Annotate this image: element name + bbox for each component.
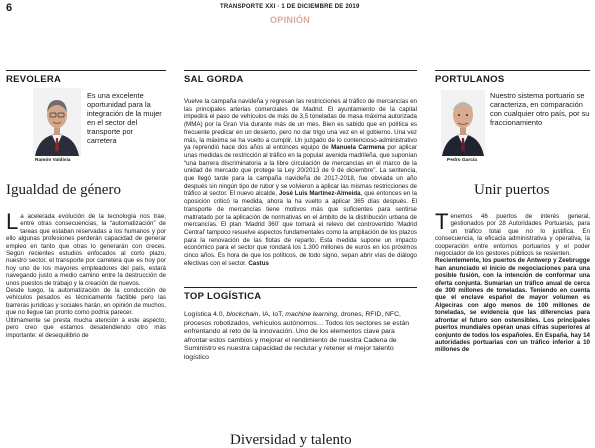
editorial-body — [184, 98, 417, 267]
article-paragraph: Últimamente se presta mucha atención a este aspecto, pero creo que estamos desatendiendo otro más importante: el desequilibrio de — [6, 316, 166, 339]
article-paragraph: Recientemente, los puertos de Antwerp y Zeebrugge han anunciado el inicio de negociaciones para una posible fusión, con la intención de conformar una oferta conjunta. Sumarían un tráfico anual de cerca de 300 millones de toneladas. Teniendo en cuenta que el enclave español de mayor volumen es Algeciras con algo menos de 100 millones de toneladas, se evidencia que las diferencias para afrontar el futuro son ostensibles. Los principales puertos mundiales operan unas cifras superiores al conjunto de todos los españoles. En España, hay 14 autoridades portuarias con un tráfico inferior a 10 millones de — [435, 257, 590, 354]
column-rule — [435, 70, 590, 71]
person-name: Manuela Carmena — [331, 144, 385, 152]
article-paragraph: Desde luego, la automatización de la conducción de vehículos pesados es técnicamente factible pero las barreras jurídicas y sociales harán, en opinión de muchos, que no llegue tan pronto como podría parecer. — [6, 287, 166, 317]
article-headline: Igualdad de género — [6, 182, 121, 198]
portrait-image — [441, 90, 485, 156]
column-rule — [184, 70, 417, 71]
pull-quote: Es una excelente oportunidad para la integración de la mujer en el sector del transporte por carretera — [87, 91, 162, 145]
author-caption: Pedro García — [447, 158, 477, 163]
article-body — [435, 209, 590, 354]
toplogistica-intro: Logística 4.0, blockchain, IA, IoT, machine learning, drones, RFID, NFC, procesos robotizados, vehículos autónomos… Todos los sectores se están enfrentando al reto de la innovación. Uno de los elementos clave para afrontar estos cambios y mejorar el rendimiento de nuestra Cadena de Suministro es nuestra capacidad de reclutar y retener el mejor talento logístico — [184, 311, 410, 361]
column-rule — [6, 70, 166, 71]
article-paragraph: enemos 46 puertos de interés general, gestionados por 28 Autoridades Portuarias, para un tráfico total que no lo justifica. En consecuencia, la eficacia administrativa y operativa, la cooperación entre entornos portuarios y el poder negociador de los gestores públicos se resienten. — [435, 213, 590, 258]
editorial-text: por aplicar unas medidas de restricción al tráfico en la popular avenida madrileña, que suponían “una barrera discriminatoria a la libre circulación de mercancías en el marco de la unidad de mercado que protege la Ley 20/2013 de 9 de diciembre”. La sentencia, que llegó tarde para la campaña navideña de 2017-2018, fue obviada un año después sin ningún tipo de rubor y se volvieron a aplicar las mismas restricciones de tráfico al sector. El nuevo alcalde, — [184, 144, 417, 198]
article-body — [6, 209, 166, 339]
section-label: OPINIÓN — [270, 15, 311, 25]
portulanos-title: PORTULANOS — [435, 74, 505, 85]
editorial-text: , que entonces en la oposición criticó la medida, ahora la ha vuelto a aplicar 365 días después. El transporte de mercancías tiene motivos más que suficientes para sentirse maltratado por la aplicación de normativas en el ámbito de la distribución urbana de mercancías. El plan ‘Madrid 360’ que tomará el relevo del controvertido ‘Madrid Central’ tampoco resuelve aspectos fundamentales como la ampliación de los plazos para la renovación de las flotas de reparto. Esta medida supone un impacto económico para el sector que rondará los 1.300 millones de euros en los próximos cinco años. Es hora de que los políticos, de todo signo, sepan abrir vías de diálogo efectivas con el sector. — [184, 190, 417, 267]
page-number: 6 — [6, 2, 13, 14]
article-paragraph: a acelerada evolución de la tecnología nos trae, entre otras consecuencias, la “automatización” de tareas que estaban reservadas a los humanos y por ello algunas profesiones perderán capacidad de generar empleo en tanto que otras lo generarán con creces. Según recientes estudios enfocados al corto plazo, nuestro sector, el transporte por carretera que es hoy por hoy uno de los mayores empleadores del país, estará navegando justo a medio camino entre la destrucción de unos puestos de trabajo y la creación de nuevos. — [6, 213, 166, 287]
salgorda-title: SAL GORDA — [184, 74, 244, 85]
masthead: TRANSPORTE XXI · 1 DE DICIEMBRE DE 2019 — [220, 4, 360, 10]
article-headline: Diversidad y talento — [230, 432, 352, 448]
drop-cap: L — [6, 209, 19, 234]
author-photo — [441, 90, 485, 156]
portrait-image — [33, 88, 81, 156]
drop-cap: T — [435, 209, 449, 234]
author-caption: Ramón Valdivia — [35, 158, 71, 163]
author-photo — [33, 88, 81, 156]
revolera-title: REVOLERA — [6, 74, 62, 85]
toplogistica-title: TOP LOGÍSTICA — [184, 291, 262, 302]
editorial-text: Vuelve la campaña navideña y regresan las restricciones al tráfico de mercancías en las principales arterias comerciales de Madrid. El ayuntamiento de la capital impedirá el paso de vehículos de más de 3,5 toneladas de masa máxima autorizada (MMA) por la Gran Vía durante más de un mes. Bien es sabido que en política es frecuente predicar en un desierto, pero no dar trigo una vez en el gobierno. Una vez más, la máxima se ha vuelto a cumplir. Un juzgado de lo contencioso-administrativo ya reprendió hace dos años al entonces equipo de — [184, 98, 417, 152]
column-rule — [184, 287, 417, 288]
article-headline: Unir puertos — [474, 182, 550, 198]
pull-quote: Nuestro sistema portuario se caracteriza, en comparación con cualquier otro país, por su fraccionamiento — [490, 91, 590, 127]
editorial-signature: Castus — [248, 259, 269, 267]
person-name: José Luis Martínez-Almeida — [278, 190, 361, 198]
